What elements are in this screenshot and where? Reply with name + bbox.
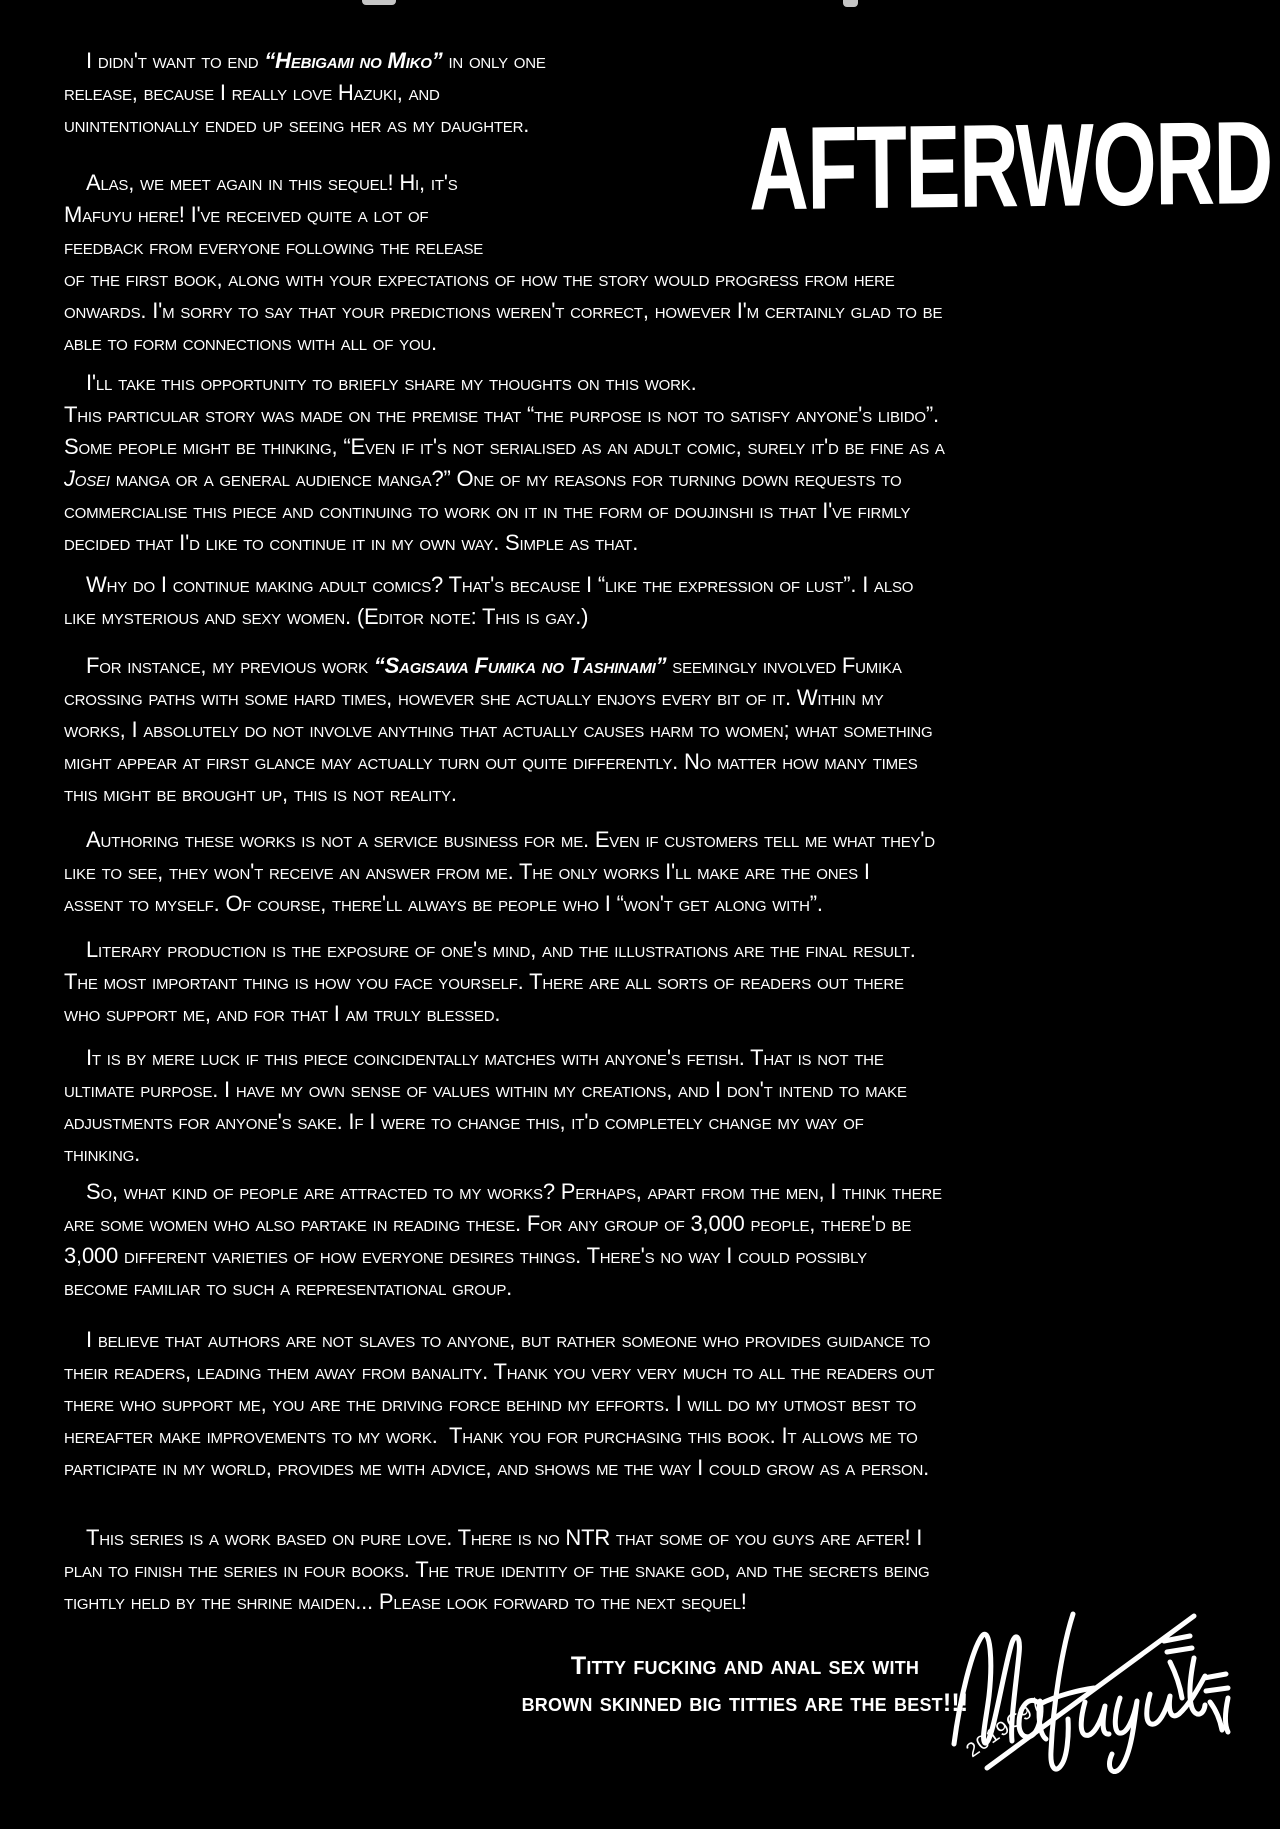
text-line [64,367,1260,399]
text-line [64,1106,1260,1138]
artist-signature [942,1586,1254,1774]
text-segment: Alas, we meet again in this sequel! Hi, it's [86,170,458,195]
text-line [64,109,1260,141]
text-segment: unintentionally ended up seeing her as my daughter. [64,112,530,137]
text-line [64,1074,1260,1106]
text-line [64,888,1260,920]
text-segment: like mysterious and sexy women. (Editor note: This is gay.) [64,604,589,629]
text-line [64,431,1260,463]
text-segment: thinking. [64,1141,140,1166]
text-segment: So, what kind of people are attracted to my works? Perhaps, apart from the men, I think there [86,1179,942,1204]
text-line [64,167,1260,199]
text-line [64,746,1260,778]
text-segment: are some women who also partake in reading these. For any group of 3,000 people, there'd be [64,1211,912,1236]
text-line [64,1356,1260,1388]
text-line [64,966,1260,998]
paragraph [64,367,1260,559]
signature-scrawl-u2 [1147,1676,1205,1724]
paragraph [64,934,1260,1030]
text-segment: For instance, my previous work [86,653,374,678]
text-segment: works, I absolutely do not involve anything that actually causes harm to women; what something [64,717,933,742]
text-line [64,824,1260,856]
text-segment: onwards. I'm sorry to say that your predictions weren't correct, however I'm certainly glad to be [64,298,943,323]
text-segment: like to see, they won't receive an answer from me. The only works I'll make are the ones I [64,859,870,884]
text-segment: might appear at first glance may actually turn out quite differently. No matter how many times [64,749,918,774]
signature-kanji-2 [1204,1674,1228,1732]
paragraph [64,650,1260,810]
work-title-text: “Hebigami no Miko” [264,48,443,73]
text-segment: Why do I continue making adult comics? That's because I “like the expression of lust”. I also [86,572,914,597]
text-segment: adjustments for anyone's sake. If I were to change this, it'd completely change my way of [64,1109,864,1134]
text-segment: Literary production is the exposure of one's mind, and the illustrations are the final result. [86,937,916,962]
text-segment: manga or a general audience manga?” One of my reasons for turning down requests to [109,466,902,491]
closing-line: brown skinned big titties are the best!!! [521,1689,969,1717]
text-segment: there who support me, you are the driving force behind my efforts. I will do my utmost best to [64,1391,917,1416]
text-segment: plan to finish the series in four books. The true identity of the snake god, and the secrets being [64,1557,930,1582]
text-segment: participate in my world, provides me with advice, and shows me the way I could grow as a person. [64,1455,930,1480]
text-segment: commercialise this piece and continuing to work on it in the form of doujinshi is that I've firmly [64,498,911,523]
text-line [64,199,1260,231]
text-segment: This particular story was made on the premise that “the purpose is not to satisfy anyone's libido”. [64,402,939,427]
paragraph [64,45,1260,141]
text-line [64,263,1260,295]
text-segment: 3,000 different varieties of how everyone desires things. There's no way I could possibly [64,1243,867,1268]
signature-scrawl-y [1109,1698,1137,1772]
text-line [64,527,1260,559]
text-line [64,1272,1260,1304]
closing-line: Titty fucking and anal sex with [570,1652,920,1680]
text-line [64,1554,1260,1586]
scan-artifact [362,0,396,5]
text-segment: ultimate purpose. I have my own sense of values within my creations, and I don't intend to make [64,1077,907,1102]
text-segment: able to form connections with all of you. [64,330,437,355]
text-line [64,682,1260,714]
text-segment: decided that I'd like to continue it in my own way. Simple as that. [64,530,639,555]
paragraph [64,167,1260,359]
work-title-text: Josei [64,466,110,491]
text-line [64,934,1260,966]
signature-scrawl-u [1081,1702,1109,1735]
text-line [64,1138,1260,1170]
text-segment: feedback from everyone following the release [64,234,484,259]
text-segment: their readers, leading them away from banality. Thank you very very much to all the readers out [64,1359,935,1384]
text-line [64,1420,1260,1452]
text-line [64,1240,1260,1272]
signature-drawing [942,1586,1254,1774]
text-line [64,998,1260,1030]
page-title: AFTERWORD [748,97,1273,236]
text-segment: crossing paths with some hard times, however she actually enjoys every bit of it. Within my [64,685,884,710]
scan-artifact [843,0,858,7]
text-line [64,569,1260,601]
work-title-text: “Sagisawa Fumika no Tashinami” [373,653,667,678]
text-segment: tightly held by the shrine maiden... Please look forward to the next sequel! [64,1589,747,1614]
text-segment: I'll take this opportunity to briefly share my thoughts on this work. [86,370,697,395]
text-segment: become familiar to such a representational group. [64,1275,513,1300]
text-segment: assent to myself. Of course, there'll always be people who I “won't get along with”. [64,891,823,916]
paragraph [64,1324,1260,1484]
text-segment: This series is a work based on pure love. There is no NTR that some of you guys are after! I [86,1525,923,1550]
text-line [64,1388,1260,1420]
text-segment: hereafter make improvements to my work. Thank you for purchasing this book. It allows me to [64,1423,918,1448]
text-line [64,1522,1260,1554]
text-segment: Some people might be thinking, “Even if it's not serialised as an adult comic, surely it'd be fine as a [64,434,945,459]
text-line [64,650,1260,682]
text-line [64,714,1260,746]
text-line [64,1176,1260,1208]
text-segment: seemingly involved Fumika [666,653,902,678]
text-segment: I believe that authors are not slaves to anyone, but rather someone who provides guidance to [86,1327,931,1352]
text-line [64,1452,1260,1484]
afterword-body [64,45,1260,1618]
text-line [64,778,1260,810]
paragraph [64,569,1260,633]
text-segment: release, because I really love Hazuki, and [64,80,440,105]
text-segment: The most important thing is how you face yourself. There are all sorts of readers out there [64,969,904,994]
text-line [64,327,1260,359]
text-line [64,45,1260,77]
paragraph [64,824,1260,920]
text-segment: of the first book, along with your expectations of how the story would progress from here [64,266,895,291]
paragraph [64,1042,1260,1170]
text-segment: I didn't want to end [86,48,265,73]
text-segment: who support me, and for that I am truly blessed. [64,1001,501,1026]
text-line [64,856,1260,888]
text-line [64,1042,1260,1074]
text-line [64,231,1260,263]
text-segment: Mafuyu here! I've received quite a lot of [64,202,429,227]
text-segment: It is by mere luck if this piece coincidentally matches with anyone's fetish. That is not the [86,1045,884,1070]
text-line [64,601,1260,633]
text-line [64,399,1260,431]
text-segment: Authoring these works is not a service business for me. Even if customers tell me what they'd [86,827,935,852]
text-line [64,1208,1260,1240]
text-line [64,463,1260,495]
text-segment: in only one [442,48,546,73]
signature-date: 2019C97 [962,1693,1048,1763]
text-line [64,77,1260,109]
text-segment: this might be brought up, this is not reality. [64,781,457,806]
text-line [64,295,1260,327]
paragraph [64,1176,1260,1304]
text-line [64,1324,1260,1356]
text-line [64,495,1260,527]
